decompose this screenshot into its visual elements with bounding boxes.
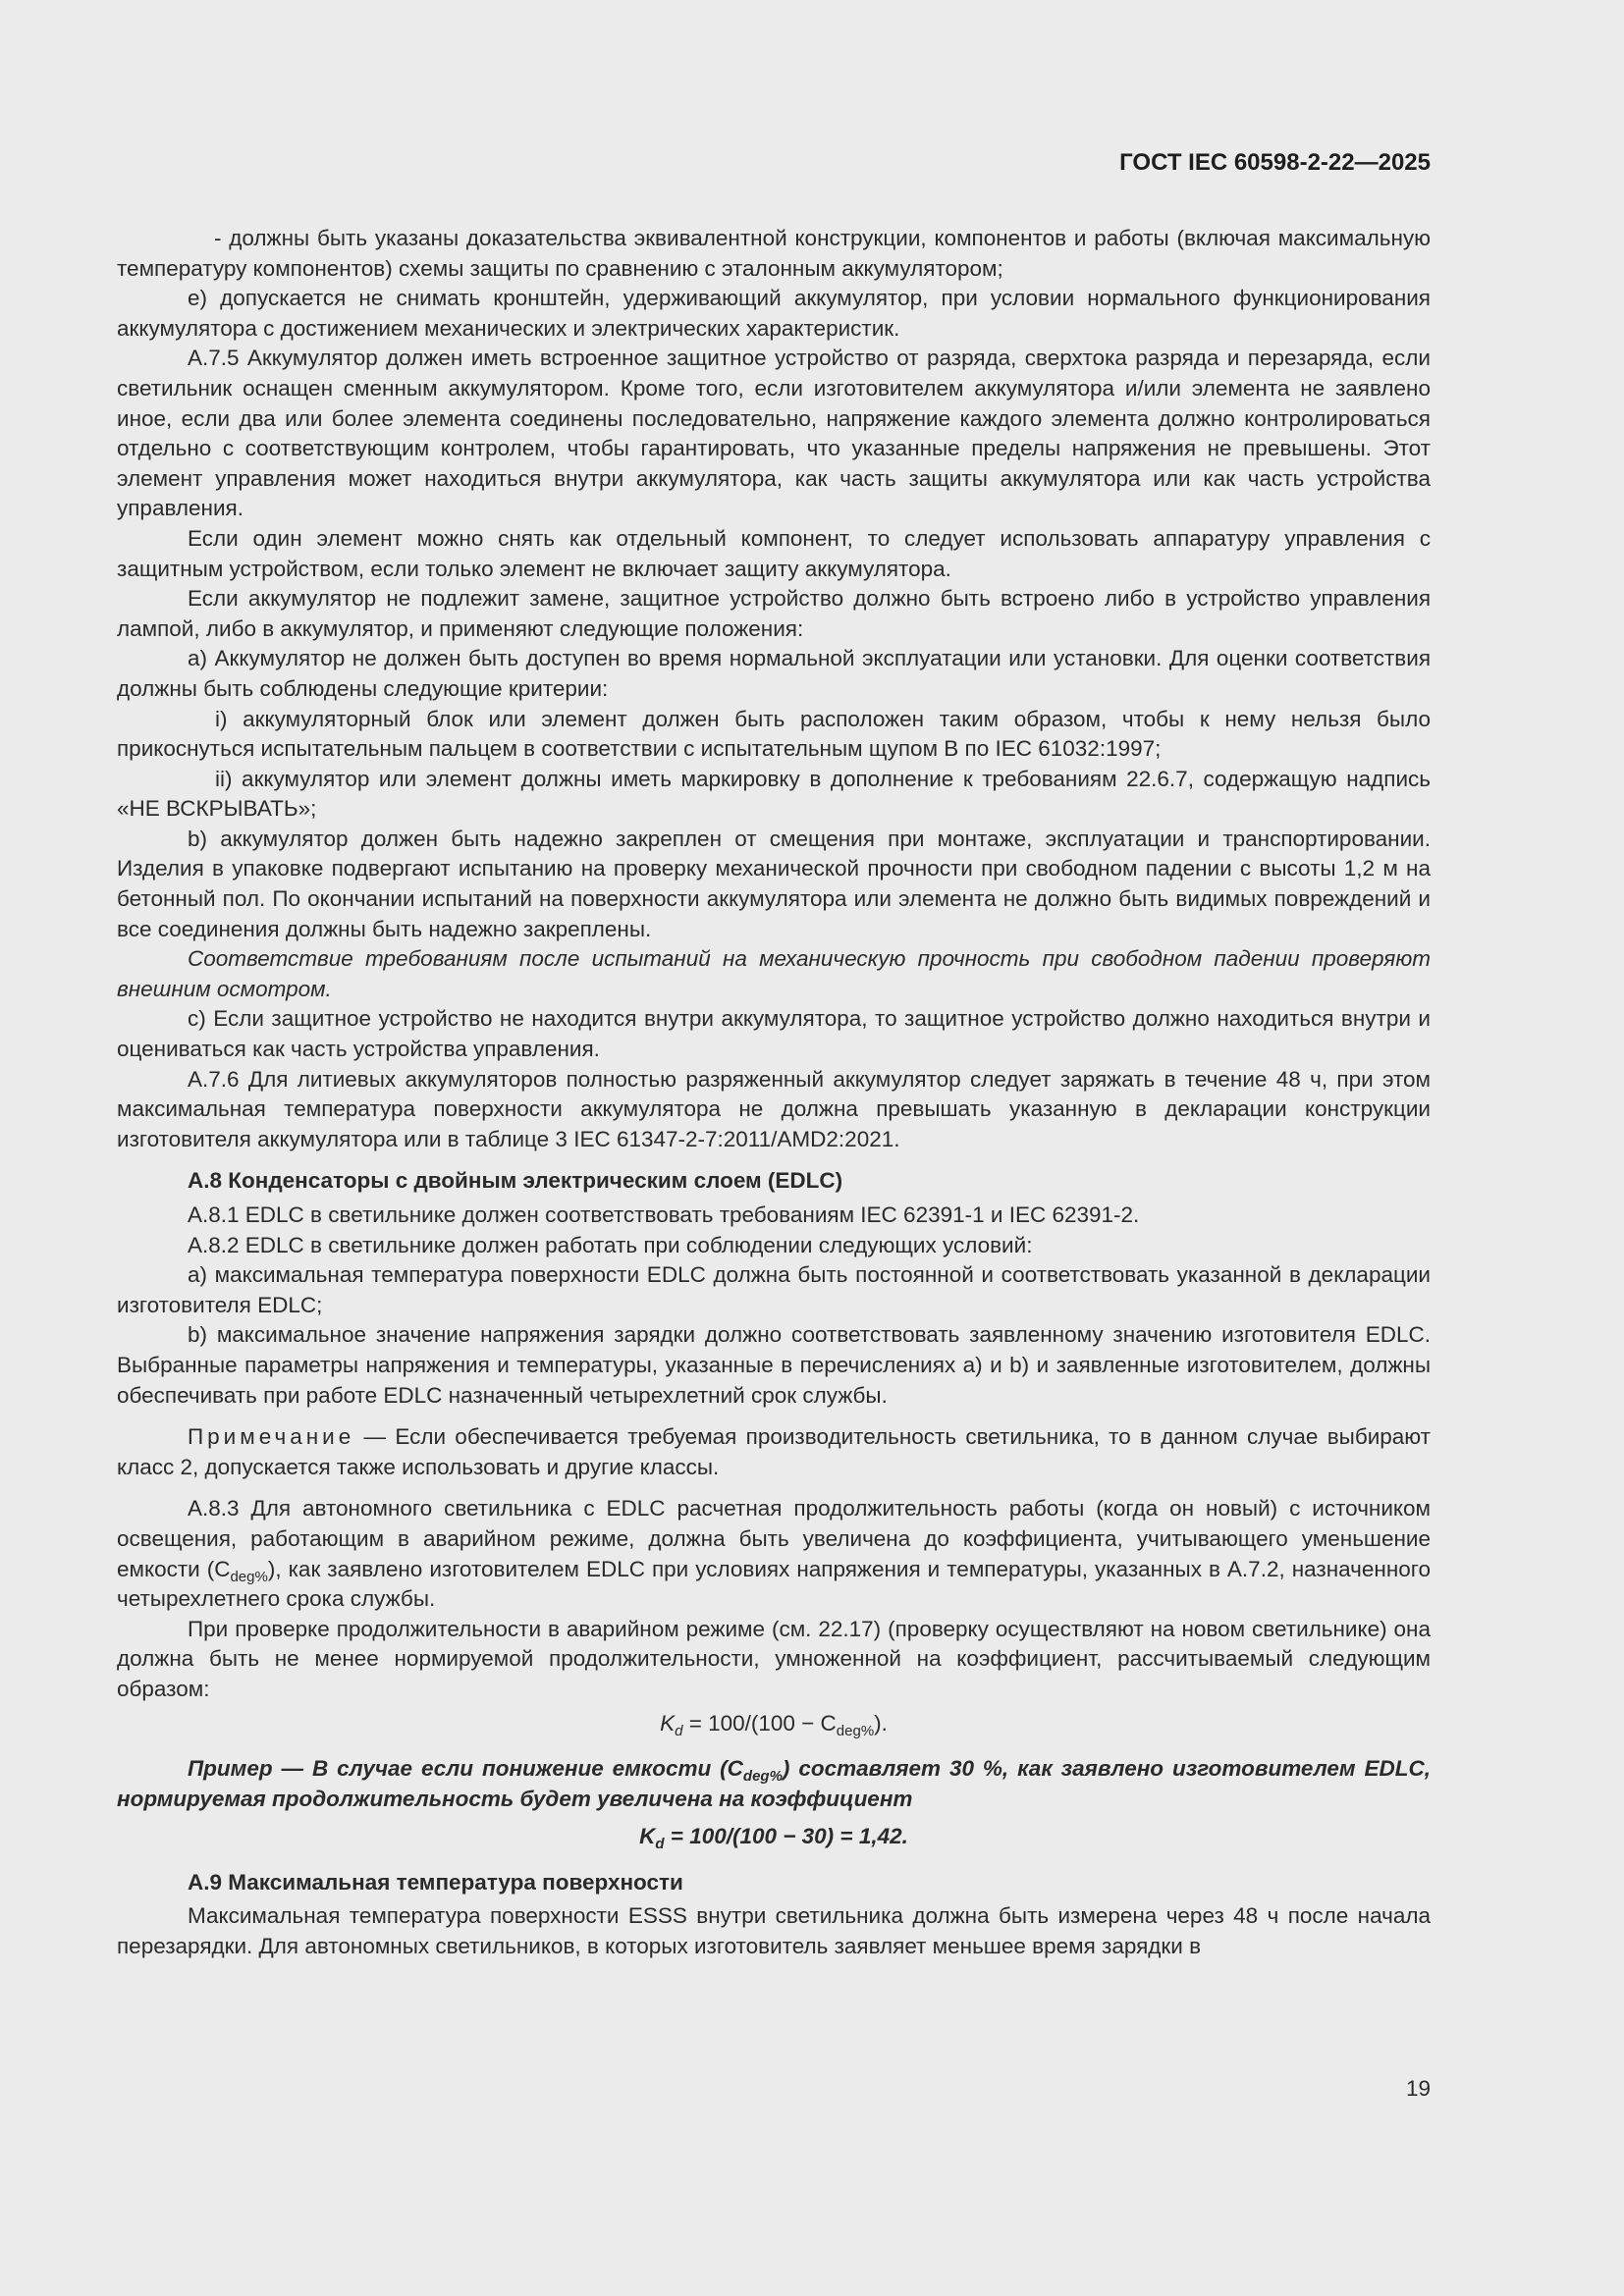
subscript: deg% [836, 1722, 875, 1739]
paragraph-item-b: b) аккумулятор должен быть надежно закреплен от смещения при монтаже, эксплуатации и транспортировании. Изделия в упаковке подвергают испытанию на проверку механической прочности при свободном падении с высоты 1,2 м на бетонный пол. По окончании испытаний на поверхности аккумулятора или элемента не должно быть видимых повреждений и все соединения должны быть надежно закреплены. [117, 826, 1431, 941]
paragraph-a-8-3 [117, 1494, 1431, 1614]
paragraph-item-e: e) допускается не снимать кронштейн, удерживающий аккумулятор, при условии нормального функционирования аккумулятора с достижением механических и электрических характеристик. [117, 286, 1431, 341]
text-fragment: ). [874, 1710, 888, 1735]
subscript: deg% [230, 1568, 268, 1585]
paragraph-condition-b: b) максимальное значение напряжения зарядки должно соответствовать заявленному значению изготовителя EDLC. Выбранные параметры напряжения и температуры, указанные в перечислениях a) и b) и заявленные изготовителем, должны обеспечивать при работе EDLC назначенный четырехлетний срок службы. [117, 1322, 1431, 1408]
paragraph-a-7-6: А.7.6 Для литиевых аккумуляторов полностью разряженный аккумулятор следует заряжать в течение 48 ч, при этом максимальная температура поверхности аккумулятора не должна превышать указанную в декларации конструкции изготовителя аккумулятора или в таблице 3 IEC 61347-2-7:2011/AMD2:2021. [117, 1066, 1431, 1151]
text-fragment: А.8.3 Для автономного светильника с EDLC расчетная продолжительность работы (когда он новый) с источником освещения, работающим в аварийном режиме, должна быть увеличена до коэффициента, учитывающего уменьшение емкости (C [117, 1496, 1431, 1581]
subscript: d [675, 1722, 683, 1739]
paragraph-item-a: a) Аккумулятор не должен быть доступен во время нормальной эксплуатации или установки. Для оценки соответствия должны быть соблюдены следующие критерии: [117, 646, 1431, 701]
section-heading-a9: А.9 Максимальная температура поверхности [188, 1869, 683, 1895]
paragraph-item-ii: ii) аккумулятор или элемент должны иметь маркировку в дополнение к требованиям 22.6.7, содержащую надпись «НЕ ВСКРЫВАТЬ»; [117, 766, 1431, 822]
formula-kd [117, 1709, 1431, 1739]
paragraph-duration-check: При проверке продолжительности в аварийном режиме (см. 22.17) (проверку осуществляют на новом светильнике) она должна быть не менее нормируемой продолжительности, умноженной на коэффициент, рассчитываемый следующим образом: [117, 1616, 1431, 1701]
formula-symbol: K [639, 1824, 656, 1849]
paragraph-non-replaceable: Если аккумулятор не подлежит замене, защитное устройство должно быть встроено либо в устройство управления лампой, либо в аккумулятор, и применяют следующие положения: [117, 586, 1431, 641]
subscript: d [655, 1836, 665, 1853]
paragraph-a-7-5: А.7.5 Аккумулятор должен иметь встроенное защитное устройство от разряда, сверхтока разряда и перезаряда, если светильник оснащен сменным аккумулятором. Кроме того, если изготовителем аккумулятора и/или элемента не заявлено иное, если два или более элемента соединены последовательно, напряжение каждого элемента должно контролироваться отдельно с соответствующим контролем, чтобы гарантировать, что указанные пределы напряжения не превышены. Этот элемент управления может находиться внутри аккумулятора, как часть защиты аккумулятора или как часть устройства управления. [117, 346, 1431, 521]
text-fragment: = 100/(100 − C [682, 1710, 837, 1735]
paragraph-a-8-2: А.8.2 EDLC в светильнике должен работать при соблюдении следующих условий: [188, 1232, 1033, 1257]
paragraph-compliance-check: Соответствие требованиям после испытаний на механическую прочность при свободном падении проверяют внешним осмотром. [117, 946, 1431, 1001]
page-header: ГОСТ IEC 60598-2-22—2025 [1119, 149, 1431, 176]
note-text: — Если обеспечивается требуемая производительность светильника, то в данном случае выбирают класс 2, допускается также использовать и другие классы. [117, 1424, 1431, 1479]
section-heading-a8: А.8 Конденсаторы с двойным электрическим слоем (EDLC) [188, 1168, 843, 1194]
paragraph-a-8-1: А.8.1 EDLC в светильнике должен соответствовать требованиям IEC 62391-1 и IEC 62391-2. [188, 1202, 1140, 1227]
paragraph-removable-element: Если один элемент можно снять как отдельный компонент, то следует использовать аппаратуру управления с защитным устройством, если только элемент не включает защиту аккумулятора. [117, 525, 1431, 581]
paragraph-item-i: i) аккумуляторный блок или элемент должен быть расположен таким образом, чтобы к нему нельзя было прикоснуться испытательным пальцем в соответствии с испытательным щупом B по IEC 61032:1997; [117, 706, 1431, 762]
formula-symbol: K [660, 1710, 676, 1735]
note [117, 1422, 1431, 1482]
formula-example-result [117, 1822, 1431, 1852]
text-fragment: = 100/(100 − 30) = 1,42. [664, 1824, 908, 1849]
text-fragment: Пример — В случае если понижение емкости (C [188, 1756, 743, 1782]
paragraph-item-c: c) Если защитное устройство не находится внутри аккумулятора, то защитное устройство должно находиться внутри и оцениваться как часть устройства управления. [117, 1006, 1431, 1062]
paragraph-condition-a: a) максимальная температура поверхности EDLC должна быть постоянной и соответствовать указанной в декларации изготовителя EDLC; [117, 1262, 1431, 1317]
text-fragment: ), как заявлено изготовителем EDLC при условиях напряжения и температуры, указанных в А.7.2, назначенного четырехлетнего срока службы. [117, 1556, 1431, 1612]
page-number: 19 [1405, 2076, 1431, 2101]
paragraph-surface-temperature: Максимальная температура поверхности ESSS внутри светильника должна быть измерена через 48 ч после начала перезарядки. Для автономных светильников, в которых изготовитель заявляет меньшее время зарядки в [117, 1903, 1431, 1959]
note-label: Примечание [188, 1424, 355, 1450]
example-paragraph [117, 1754, 1431, 1814]
subscript: deg% [742, 1768, 783, 1786]
text-fragment: ) составляет 30 %, как заявлено изготовителем EDLC, нормируемая продолжительность будет увеличена на коэффициент [117, 1756, 1431, 1811]
document-body [117, 224, 1431, 1962]
paragraph-evidence: - должны быть указаны доказательства эквивалентной конструкции, компонентов и работы (включая максимальную температуру компонентов) схемы защиты по сравнению с эталонным аккумулятором; [117, 226, 1431, 281]
